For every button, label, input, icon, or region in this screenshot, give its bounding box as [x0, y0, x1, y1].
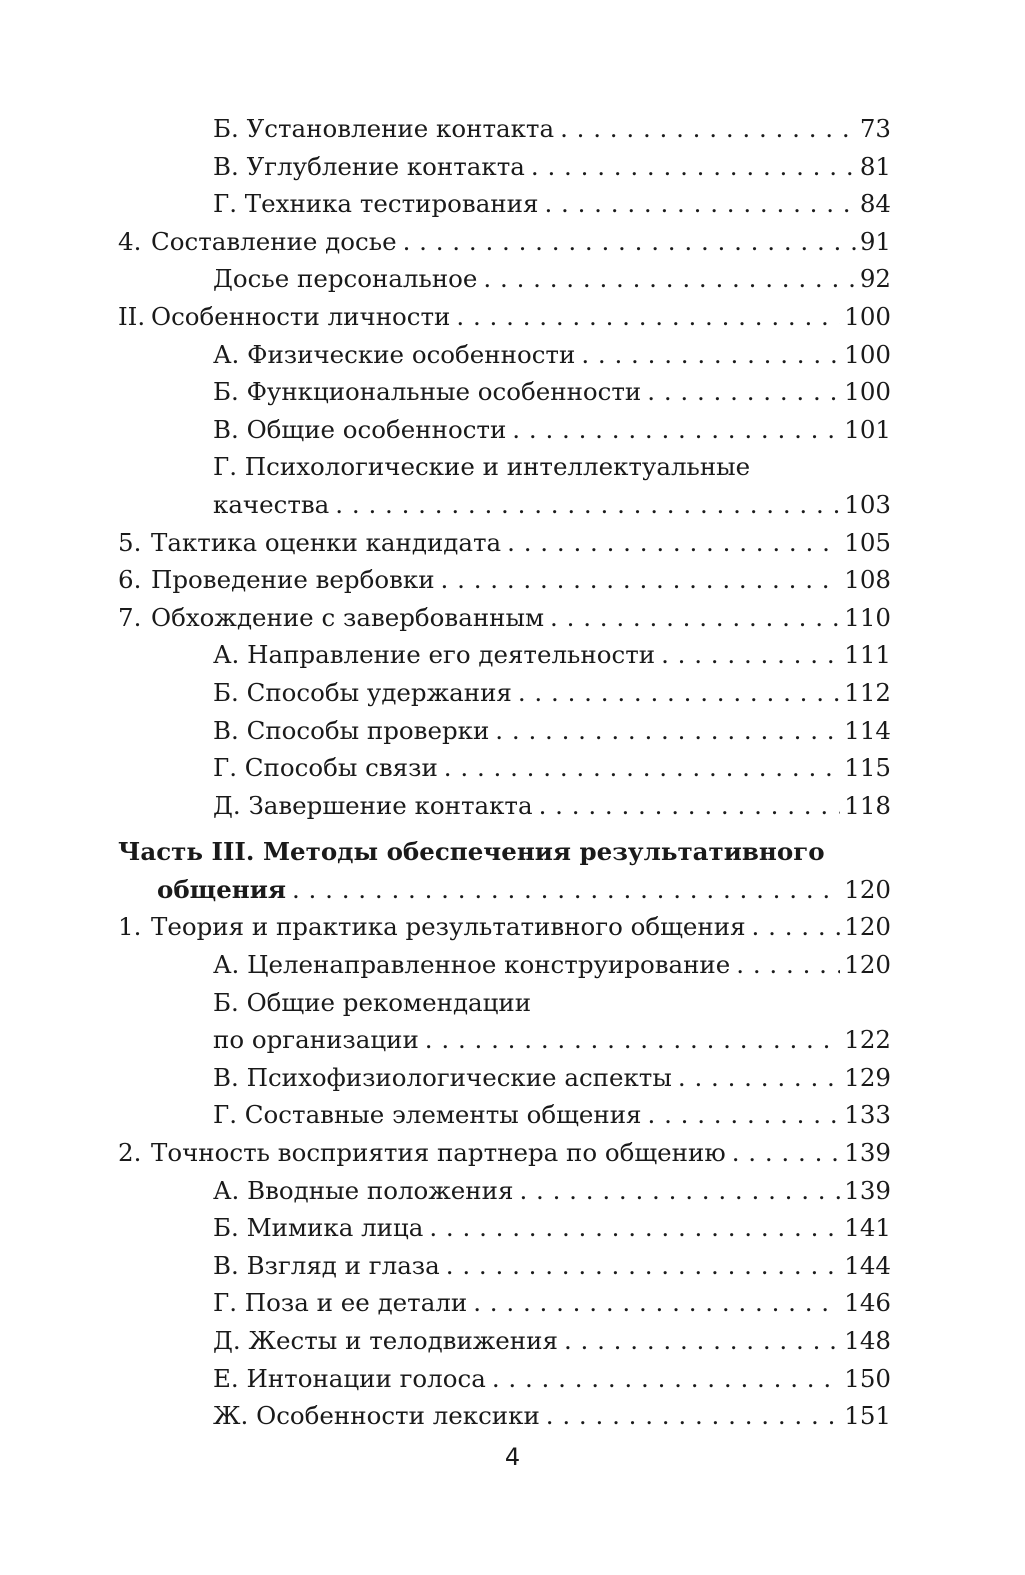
- toc-entry: [0, 984, 1025, 1022]
- toc-entry: [0, 636, 1025, 674]
- dot-leader: [425, 1021, 840, 1059]
- toc-entry: [0, 298, 1025, 336]
- toc-entry-label: Г. Способы связи: [213, 753, 438, 783]
- dot-leader: [492, 1360, 840, 1398]
- dot-leader: [518, 674, 840, 712]
- toc-entry-label: общения: [157, 874, 286, 904]
- toc-entry-label: Проведение вербовки: [151, 565, 435, 595]
- toc-entry-label: Ж. Особенности лексики: [213, 1401, 540, 1431]
- toc-entry-page: 146: [844, 1288, 891, 1318]
- toc-entry: [0, 599, 1025, 637]
- dot-leader: [678, 1059, 840, 1097]
- toc-entry-page: 105: [844, 527, 891, 557]
- toc-entry-label: Теория и практика результативного общения: [151, 912, 746, 942]
- toc-entry-label: Г. Составные элементы общения: [213, 1100, 642, 1130]
- toc-entry-number: 1.: [118, 912, 142, 942]
- toc-entry-page: 92: [859, 264, 891, 294]
- toc-entry-label: В. Углубление контакта: [213, 151, 525, 181]
- toc-entry-page: 122: [844, 1025, 891, 1055]
- toc-entry: [0, 185, 1025, 223]
- toc-entry-page: 73: [859, 114, 891, 143]
- toc-entry-label: Б. Мимика лица: [213, 1213, 424, 1243]
- toc-entry-page: 151: [844, 1401, 891, 1431]
- toc-entry-page: 100: [844, 301, 891, 331]
- toc-entry-page: 84: [859, 189, 891, 219]
- toc-entry-label: Д. Завершение контакта: [213, 790, 533, 820]
- toc-entry: [0, 1209, 1025, 1247]
- toc-entry-label: А. Вводные положения: [213, 1175, 514, 1205]
- toc-entry-page: 101: [844, 414, 891, 444]
- dot-leader: [736, 946, 840, 984]
- toc-entry-number: 7.: [118, 602, 142, 632]
- toc-entry-number: II.: [118, 301, 146, 331]
- toc-entry: [0, 524, 1025, 562]
- part-heading-label: Часть III. Методы обеспечения результативного: [118, 837, 825, 867]
- dot-leader: [550, 599, 840, 637]
- toc-entry-label: В. Общие особенности: [213, 414, 507, 444]
- toc-entry: [0, 411, 1025, 449]
- toc-entry-page: 111: [844, 640, 891, 670]
- toc-entry: [0, 908, 1025, 946]
- toc-entry: [0, 1134, 1025, 1172]
- toc-entry-number: 2.: [118, 1138, 142, 1168]
- toc-entry-page: 100: [844, 377, 891, 407]
- dot-leader: [473, 1284, 840, 1322]
- toc-entry: [0, 148, 1025, 186]
- dot-leader: [292, 871, 840, 909]
- toc-entry: [0, 946, 1025, 984]
- toc-entry: [0, 1172, 1025, 1210]
- toc-entry: [0, 561, 1025, 599]
- dot-leader: [519, 1172, 840, 1210]
- toc-entry-number: 5.: [118, 527, 142, 557]
- toc-entry: [0, 1397, 1025, 1435]
- dot-leader: [647, 373, 840, 411]
- toc-entry: [0, 110, 1025, 148]
- dot-leader: [429, 1209, 840, 1247]
- toc-entry-page: 129: [844, 1062, 891, 1092]
- toc-entry-label: В. Способы проверки: [213, 715, 490, 745]
- table-of-contents: [0, 110, 1025, 1435]
- dot-leader: [546, 1397, 840, 1435]
- dot-leader: [403, 223, 856, 261]
- dot-leader: [752, 908, 841, 946]
- toc-entry: [0, 373, 1025, 411]
- part-heading: [0, 833, 1025, 871]
- toc-entry-label: качества: [213, 489, 330, 519]
- toc-entry-label: Б. Функциональные особенности: [213, 377, 642, 407]
- toc-entry-page: 148: [844, 1326, 891, 1355]
- toc-entry: [0, 749, 1025, 787]
- toc-entry: [0, 1096, 1025, 1134]
- dot-leader: [512, 411, 840, 449]
- toc-entry-label: Досье персональное: [213, 264, 478, 294]
- toc-entry-label: Особенности личности: [151, 301, 451, 331]
- toc-entry-label: А. Направление его деятельности: [213, 640, 656, 670]
- toc-entry-page: 139: [844, 1175, 891, 1205]
- dot-leader: [581, 336, 840, 374]
- toc-entry-page: 115: [844, 753, 891, 783]
- toc-entry-page: 120: [844, 874, 891, 904]
- toc-entry-label: Е. Интонации голоса: [213, 1363, 486, 1393]
- toc-entry-label: В. Психофизиологические аспекты: [213, 1062, 672, 1092]
- dot-leader: [531, 148, 856, 186]
- toc-entry: [0, 1247, 1025, 1285]
- toc-entry-label: Б. Установление контакта: [213, 114, 555, 143]
- dot-leader: [335, 486, 840, 524]
- toc-entry-number: 4.: [118, 226, 142, 256]
- toc-entry: [0, 1284, 1025, 1322]
- toc-entry: [0, 1322, 1025, 1360]
- toc-entry-label: по организации: [213, 1025, 419, 1055]
- toc-entry: [0, 712, 1025, 750]
- toc-entry: [0, 486, 1025, 524]
- page-number: 4: [504, 1443, 521, 1471]
- toc-entry-page: 114: [844, 715, 891, 745]
- dot-leader: [456, 298, 840, 336]
- toc-entry-page: 110: [844, 602, 891, 632]
- toc-entry: [0, 1021, 1025, 1059]
- toc-entry-number: 6.: [118, 565, 142, 595]
- toc-entry-label: Г. Техника тестирования: [213, 189, 539, 219]
- dot-leader: [661, 636, 840, 674]
- toc-entry-label: А. Целенаправленное конструирование: [213, 950, 731, 980]
- toc-entry: [0, 1059, 1025, 1097]
- toc-entry-page: 144: [844, 1250, 891, 1280]
- toc-entry: [0, 674, 1025, 712]
- toc-entry: [0, 336, 1025, 374]
- toc-entry-label: Точность восприятия партнера по общению: [151, 1138, 726, 1168]
- toc-entry: [0, 787, 1025, 825]
- dot-leader: [495, 712, 840, 750]
- part-heading-continuation: [0, 871, 1025, 909]
- toc-entry-page: 139: [844, 1138, 891, 1168]
- toc-entry-page: 103: [844, 489, 891, 519]
- toc-entry-page: 118: [844, 790, 891, 820]
- toc-entry-label: Г. Психологические и интеллектуальные: [213, 452, 751, 482]
- toc-entry-label: Б. Общие рекомендации: [213, 987, 532, 1017]
- dot-leader: [560, 110, 856, 148]
- dot-leader: [444, 749, 840, 787]
- toc-entry-label: Г. Поза и ее детали: [213, 1288, 468, 1318]
- toc-entry-label: А. Физические особенности: [213, 339, 576, 369]
- toc-entry: [0, 260, 1025, 298]
- toc-entry-label: Б. Способы удержания: [213, 677, 512, 707]
- dot-leader: [441, 561, 841, 599]
- toc-entry-page: 150: [844, 1363, 891, 1393]
- dot-leader: [732, 1134, 841, 1172]
- toc-entry: [0, 448, 1025, 486]
- toc-entry-page: 81: [859, 151, 891, 181]
- toc-entry-page: 91: [859, 226, 891, 256]
- toc-entry-page: 120: [844, 912, 891, 942]
- dot-leader: [483, 260, 855, 298]
- toc-entry: [0, 223, 1025, 261]
- dot-leader: [648, 1096, 841, 1134]
- toc-entry-page: 112: [844, 677, 891, 707]
- toc-entry-label: В. Взгляд и глаза: [213, 1250, 440, 1280]
- toc-entry: [0, 1360, 1025, 1398]
- toc-entry-page: 141: [844, 1213, 891, 1243]
- dot-leader: [544, 185, 855, 223]
- toc-entry-page: 108: [844, 565, 891, 595]
- toc-entry-page: 133: [844, 1100, 891, 1130]
- dot-leader: [564, 1322, 840, 1360]
- dot-leader: [446, 1247, 840, 1285]
- dot-leader: [539, 787, 841, 825]
- toc-entry-label: Составление досье: [151, 226, 397, 256]
- toc-entry-label: Д. Жесты и телодвижения: [213, 1326, 558, 1355]
- toc-entry-label: Тактика оценки кандидата: [151, 527, 502, 557]
- dot-leader: [507, 524, 840, 562]
- toc-entry-label: Обхождение с завербованным: [151, 602, 545, 632]
- toc-entry-page: 100: [844, 339, 891, 369]
- toc-entry-page: 120: [844, 950, 891, 980]
